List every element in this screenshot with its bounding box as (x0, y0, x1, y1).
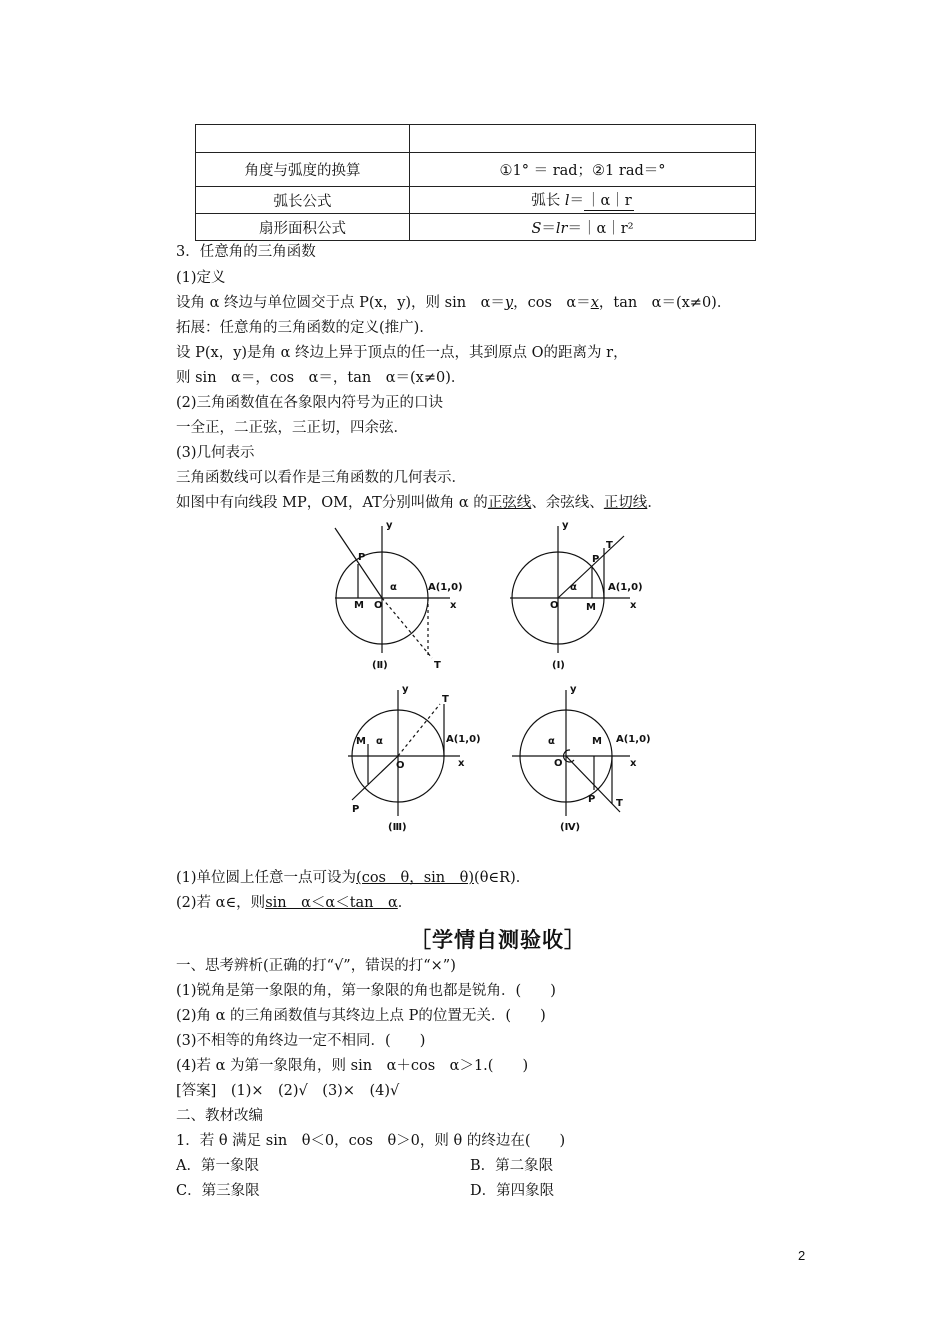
page-number: 2 (798, 1248, 806, 1263)
text: 设角 α 终边与单位圆交于点 P(x，y)，则 sin α＝ (176, 295, 505, 311)
point-label: A(1,0) (608, 582, 643, 593)
cell-eq: ＝ (541, 220, 556, 237)
table-cell: 扇形面积公式 (196, 214, 410, 241)
point-label: P (352, 804, 360, 815)
table-cell: 角度与弧度的换算 (196, 153, 410, 187)
table-cell: ①1° ＝ rad；②1 rad＝° (410, 153, 756, 187)
table-row (196, 125, 756, 153)
text: ． (647, 495, 662, 511)
angle-label: α (548, 736, 555, 747)
text-line: 三角函数线可以看作是三角函数的几何表示． (176, 470, 466, 486)
answer-line: [答案] (1)× (2)√ (3)× (4)√ (176, 1083, 400, 1099)
text-line: 拓展：任意角的三角函数的定义(推广)． (176, 320, 434, 336)
option-a: A．第一象限 (176, 1158, 259, 1174)
figure-caption: (Ⅲ) (388, 822, 407, 833)
option-d: D．第四象限 (470, 1183, 555, 1199)
table-cell (410, 125, 756, 153)
axis-label-y: y (562, 520, 569, 531)
question-section: 二、教材改编 (176, 1108, 263, 1124)
table-cell: 弧长公式 (196, 187, 410, 214)
point-label: A(1,0) (616, 734, 651, 745)
axis-label-x: x (450, 600, 457, 611)
text-line: 设 P(x，y)是角 α 终边上异于顶点的任一点，其到原点 O的距离为 r， (176, 345, 628, 361)
question-section: 一、思考辨析(正确的打“√”，错误的打“×”) (176, 958, 456, 974)
angle-label: α (570, 582, 577, 593)
axis-label-x: x (458, 758, 465, 769)
answer-blank: 正切线 (603, 495, 648, 511)
trig-line-figure (330, 518, 660, 838)
table-row (196, 214, 756, 241)
point-label: M (592, 736, 602, 747)
axis-label-y: y (386, 520, 393, 531)
answer-blank: 正弦线 (487, 495, 532, 511)
cell-var: l (564, 193, 570, 209)
text-line (176, 493, 662, 513)
text-line (176, 893, 412, 913)
question-item: (4)若 α 为第一象限角，则 sin α＋cos α＞1.( ) (176, 1058, 529, 1074)
text: (θ∈R)． (474, 870, 531, 886)
text: ，tan α＝(x≠0)． (598, 295, 732, 311)
option-b: B．第二象限 (470, 1158, 554, 1174)
subsection-title: (2)三角函数值在各象限内符号为正的口诀 (176, 395, 444, 411)
point-label: T (606, 540, 613, 551)
answer-blank: y (504, 295, 514, 311)
axis-label-y: y (402, 684, 409, 695)
table-row (196, 153, 756, 187)
cell-answer: ｜α｜r (584, 189, 634, 211)
point-label: M (586, 602, 596, 613)
point-label: P (592, 554, 600, 565)
section-heading: ［学情自测验收］ (410, 928, 586, 952)
angle-label: α (376, 736, 383, 747)
option-c: C．第三象限 (176, 1183, 260, 1199)
text: ，cos α＝ (513, 295, 591, 311)
text-line (176, 293, 731, 313)
question-item: (2)角 α 的三角函数值与其终边上点 P的位置无关．( ) (176, 1008, 546, 1024)
axis-label-x: x (630, 600, 637, 611)
cell-var: S (531, 220, 542, 237)
figure-caption: (Ⅱ) (372, 660, 388, 671)
point-label: A(1,0) (428, 582, 463, 593)
point-label: T (442, 694, 449, 705)
subsection-title: (1)定义 (176, 270, 226, 286)
trig-diagram (330, 518, 660, 838)
text: ． (397, 895, 413, 911)
answer-blank: sin α＜α＜tan α (265, 895, 398, 911)
question-item: (3)不相等的角终边一定不相同．( ) (176, 1033, 426, 1049)
origin-label: O (374, 600, 383, 611)
cell-text: 弧长 (531, 193, 565, 209)
text: (2)若 α∈，则 (176, 895, 266, 911)
angle-label: α (390, 582, 397, 593)
answer-blank: x (590, 295, 599, 311)
cell-text: ＝｜α｜r² (567, 220, 634, 237)
table-cell (410, 187, 756, 214)
figure-caption: (Ⅰ) (552, 660, 565, 671)
formula-table (195, 124, 756, 241)
point-label: P (358, 552, 366, 563)
point-label: T (616, 798, 623, 809)
table-row (196, 187, 756, 214)
axis-label-y: y (570, 684, 577, 695)
cell-var: lr (555, 220, 568, 237)
table-cell (196, 125, 410, 153)
point-label: P (588, 794, 596, 805)
text: 、余弦线、 (531, 495, 604, 511)
axis-label-x: x (630, 758, 637, 769)
question-item: (1)锐角是第一象限的角，第一象限的角也都是锐角．( ) (176, 983, 556, 999)
origin-label: O (396, 760, 405, 771)
text-line (176, 868, 530, 888)
text-line: 则 sin α＝，cos α＝，tan α＝(x≠0)． (176, 370, 466, 386)
answer-blank: (cos θ，sin θ) (356, 870, 475, 886)
point-label: A(1,0) (446, 734, 481, 745)
cell-eq: ＝ (569, 193, 584, 209)
text-line: 一全正，二正弦，三正切，四余弦． (176, 420, 408, 436)
text: (1)单位圆上任意一点可设为 (176, 870, 357, 886)
table-cell (410, 214, 756, 241)
subsection-title: (3)几何表示 (176, 445, 255, 461)
point-label: M (354, 600, 364, 611)
figure-caption: (Ⅳ) (560, 822, 581, 833)
origin-label: O (550, 600, 559, 611)
text: 如图中有向线段 MP，OM，AT分别叫做角 α 的 (176, 495, 488, 511)
origin-label: O (554, 758, 563, 769)
point-label: T (434, 660, 441, 671)
question-item: 1．若 θ 满足 sin θ＜0，cos θ＞0，则 θ 的终边在( ) (176, 1133, 566, 1149)
point-label: M (356, 736, 366, 747)
section-title: 3．任意角的三角函数 (176, 244, 316, 260)
